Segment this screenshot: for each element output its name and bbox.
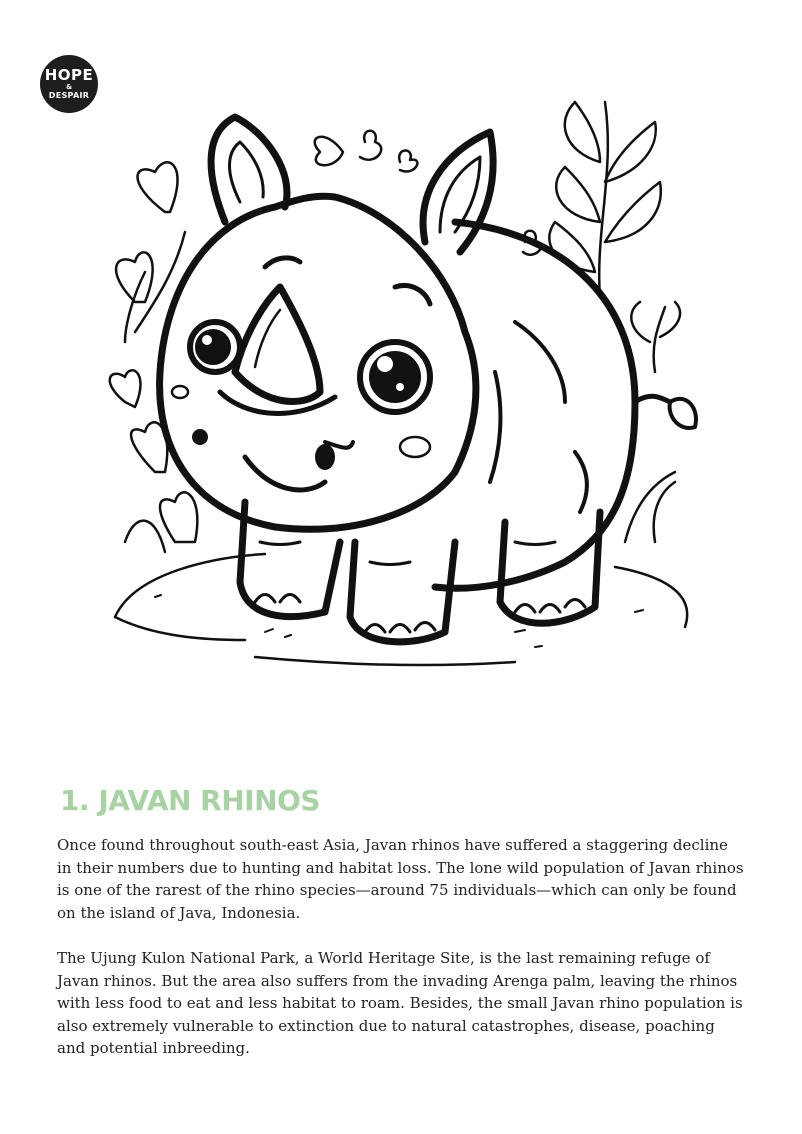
logo-line-3: DESPAIR bbox=[48, 91, 90, 100]
paragraph-2: The Ujung Kulon National Park, a World Heritage Site, is the last remaining refuge of Javan rhinos. But the area also suffers from the invading Arenga palm, leaving the rhinos with less food to eat and less habitat to roam. Besides, the small Javan rhino population is also extremely vulnerable to extinction due to natural catastrophes, disease, poaching and potential inbreeding. bbox=[57, 949, 743, 1057]
brand-logo bbox=[40, 55, 98, 113]
paragraph-1: Once found throughout south-east Asia, Javan rhinos have suffered a staggering decline in their numbers due to hunting and habitat loss. The lone wild population of Javan rhinos is one of the rarest of the rhino species—around 75 individuals—which can only be found on the island of Java, Indonesia. bbox=[57, 836, 744, 922]
section-title: 1. JAVAN RHINOS bbox=[60, 784, 320, 817]
logo-line-1: HOPE bbox=[44, 66, 94, 84]
rhino-illustration bbox=[95, 72, 730, 697]
rhino-drawing bbox=[95, 72, 730, 697]
logo-line-2: & bbox=[65, 83, 73, 91]
